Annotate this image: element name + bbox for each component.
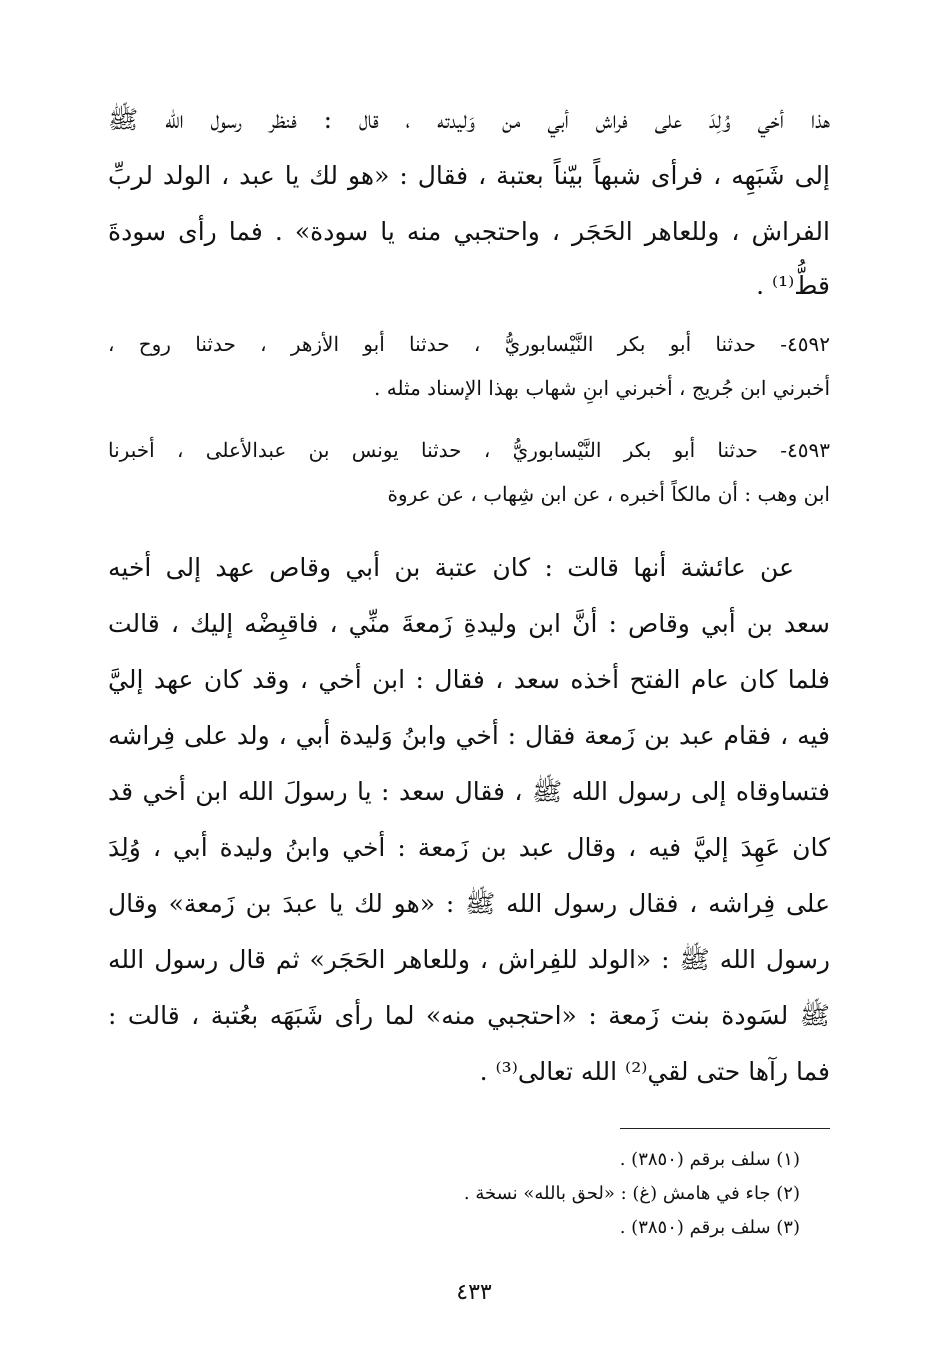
hadith-4592 (108, 322, 830, 410)
text-line: فلما كان عام الفتح أخذه سعد ، فقال : ابن أخي ، وقد كان عهد إليَّ (108, 665, 830, 694)
text-line: فتساوقاه إلى رسول الله ﷺ ، فقال سعد : يا رسولَ الله ابن أخي قد (108, 777, 830, 806)
text-line: ابن وهب : أن مالكاً أخبره ، عن ابن شِهاب ، عن عروة (387, 482, 830, 506)
text-line: قطُّ⁽¹⁾ . (756, 271, 830, 300)
text-line: أخبرني ابن جُريج ، أخبرني ابنِ شهاب بهذا الإسناد مثله . (374, 376, 830, 400)
text-line: رسول الله ﷺ : «الولد للفِراش ، وللعاهر الحَجَر» ثم قال رسول الله (108, 945, 830, 974)
footnote-1: (١) سلف برقم (٣٨٥٠) . (619, 1149, 800, 1170)
main-hadith-text (108, 540, 830, 1100)
text-line: فيه ، فقام عبد بن زَمعة فقال : أخي وابنُ وَليدة أبي ، ولد على فِراشه (108, 721, 830, 750)
text-line: سعد بن أبي وقاص : أنَّ ابن وليدةِ زَمعةَ منِّي ، فاقبِضْه إليك ، قالت (108, 609, 830, 638)
paragraph-continuation (108, 92, 830, 306)
page-number: ٤٣٣ (456, 1280, 492, 1305)
text-line: ﷺ لسَودة بنت زَمعة : «احتجبي منه» لما رأى شَبَهَه بعُتبة ، قالت : (108, 1001, 830, 1030)
text-line: الفراش ، وللعاهر الحَجَر ، واحتجبي منه يا سودة» . فما رأى سودةَ (108, 217, 830, 246)
footnote-2: (٢) جاء في هامش (غ) : «لحق بالله» نسخة . (463, 1183, 800, 1204)
text-line: ٤٥٩٢- حدثنا أبو بكر النَّيْسابوريُّ ، حدثنا أبو الأزهر ، حدثنا روح ، (108, 332, 830, 356)
text-line: عن عائشة أنها قالت : كان عتبة بن أبي وقاص عهد إلى أخيه (108, 553, 794, 582)
footnote-3: (٣) سلف برقم (٣٨٥٠) . (619, 1217, 800, 1238)
text-line: على فِراشه ، فقال رسول الله ﷺ : «هو لك يا عبدَ بن زَمعة» وقال (108, 889, 830, 918)
hadith-4593 (108, 428, 830, 516)
footnote-separator (620, 1128, 830, 1129)
text-line: هذا أخي وُلِدَ على فراش أبي من وَليدته ، قال : فنظر رسول الله ﷺ (108, 105, 830, 134)
footnotes (464, 1143, 800, 1245)
text-line: كان عَهِدَ إليَّ فيه ، وقال عبد بن زَمعة : أخي وابنُ وليدة أبي ، وُلِدَ (108, 833, 830, 862)
text-line: إلى شَبَهِه ، فرأى شبهاً بيّناً بعتبة ، فقال : «هو لك يا عبد ، الولد لربِّ (108, 161, 830, 190)
text-line: ٤٥٩٣- حدثنا أبو بكر النَّيْسابوريُّ ، حدثنا يونس بن عبدالأعلى ، أخبرنا (108, 438, 830, 462)
text-line: فما رآها حتى لقي⁽²⁾ الله تعالى⁽³⁾ . (479, 1057, 830, 1086)
